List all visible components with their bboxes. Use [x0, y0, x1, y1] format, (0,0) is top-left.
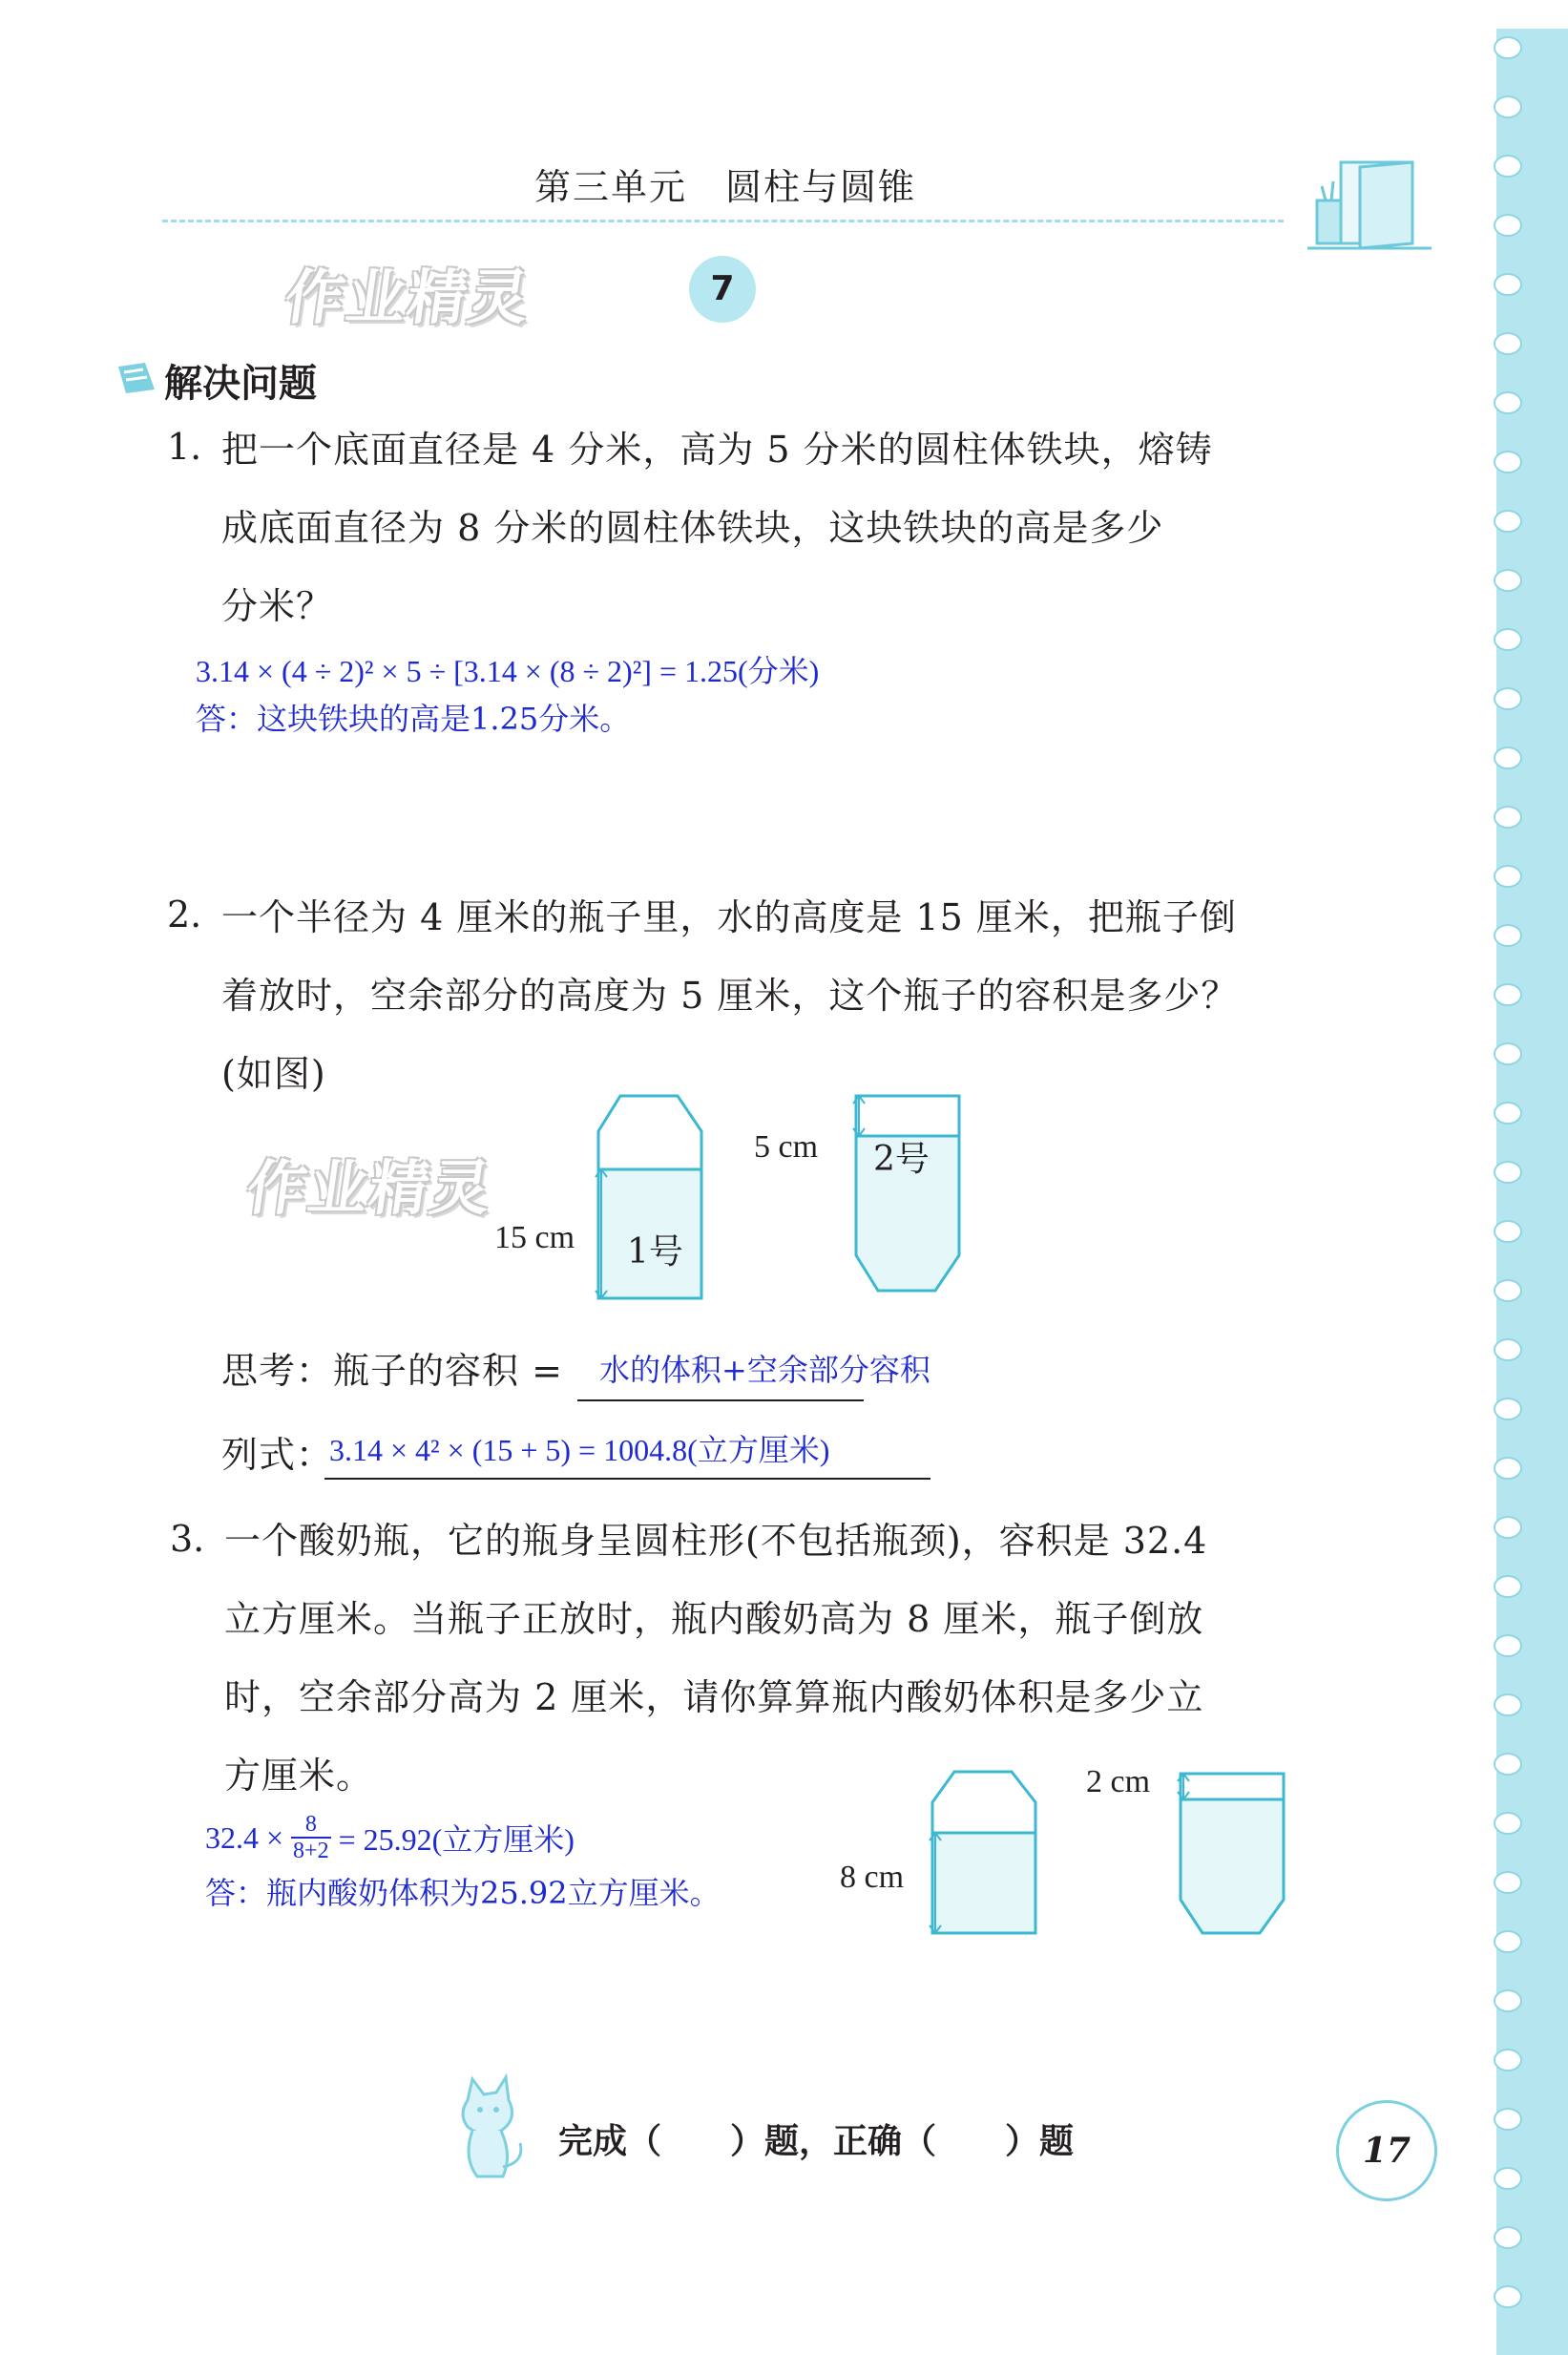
question-1-line: 成底面直径为 8 分米的圆柱体铁块，这块铁块的高是多少 [221, 507, 1164, 549]
binding-ring [1495, 2168, 1521, 2189]
binding-ring [1495, 511, 1521, 532]
think-label: 思考：瓶子的容积 = [221, 1350, 563, 1392]
binding-ring [1495, 866, 1521, 887]
binding-ring [1495, 1162, 1521, 1183]
question-3-line: 时，空余部分高为 2 厘米，请你算算瓶内酸奶体积是多少立 [224, 1676, 1204, 1718]
binding-ring [1495, 1103, 1521, 1124]
binding-ring [1495, 984, 1521, 1005]
binding-ring [1495, 1398, 1521, 1419]
binding-ring [1495, 1990, 1521, 2011]
binding-ring [1495, 1813, 1521, 1834]
question-3-answer-formula [205, 1812, 575, 1863]
binding-ring [1495, 1635, 1521, 1656]
binding-ring [1495, 274, 1521, 295]
binding-ring [1495, 2286, 1521, 2307]
binding-ring [1495, 2050, 1521, 2071]
binding-ring [1495, 1221, 1521, 1242]
question-2-text [221, 878, 1328, 1113]
binding-ring [1495, 1694, 1521, 1715]
binding-ring [1495, 37, 1521, 58]
desk-illustration-icon [1303, 143, 1436, 267]
question-1-line: 把一个底面直径是 4 分米，高为 5 分米的圆柱体铁块，熔铸 [221, 429, 1213, 471]
binding-ring [1495, 452, 1521, 473]
binding-ring [1495, 629, 1521, 650]
binding-ring [1495, 747, 1521, 768]
binding-ring [1495, 925, 1521, 946]
binding-ring [1495, 1517, 1521, 1538]
binding-ring [1495, 156, 1521, 177]
formula-answer-line [324, 1478, 930, 1480]
binding-ring [1495, 688, 1521, 709]
binding-ring [1495, 1339, 1521, 1360]
question-2-line: 着放时，空余部分的高度为 5 厘米，这个瓶子的容积是多少？ [221, 975, 1239, 1017]
yogurt-bottle-upright-figure [916, 1766, 1050, 1938]
bottle-2-height-label: 5 cm [754, 1129, 819, 1165]
question-2-line: (如图) [221, 1053, 326, 1095]
formula-suffix: = 25.92(立方厘米) [338, 1822, 575, 1857]
binding-ring [1495, 570, 1521, 591]
binding-ring [1495, 215, 1521, 236]
spiral-binding [1477, 29, 1568, 2355]
question-3-answer-text: 答：瓶内酸奶体积为25.92立方厘米。 [205, 1875, 721, 1911]
binding-ring [1495, 1931, 1521, 1952]
bottle-1-label: 1号 [627, 1232, 683, 1272]
fraction-numerator: 8 [304, 1812, 317, 1837]
section-flag-icon [116, 361, 157, 395]
section-title: 解决问题 [164, 362, 317, 406]
yogurt-empty-height-label: 2 cm [1086, 1764, 1151, 1799]
question-1-answer-text: 答：这块铁块的高是1.25分米。 [196, 701, 631, 737]
yogurt-bottle-inverted-figure [1164, 1766, 1298, 1938]
binding-ring [1495, 1576, 1521, 1597]
bottle-1-height-label: 15 cm [494, 1220, 575, 1255]
think-answer: 水的体积+空余部分容积 [599, 1352, 930, 1388]
fraction [291, 1812, 331, 1863]
page-number: 17 [1336, 2100, 1437, 2201]
binding-ring [1495, 1754, 1521, 1775]
formula-answer: 3.14 × 4² × (15 + 5) = 1004.8(立方厘米) [329, 1433, 830, 1467]
bottle-2-label: 2号 [873, 1140, 930, 1179]
formula-label: 列式： [221, 1434, 334, 1476]
question-2-line: 一个半径为 4 厘米的瓶子里，水的高度是 15 厘米，把瓶子倒 [221, 896, 1237, 938]
binding-ring [1495, 807, 1521, 828]
think-answer-line [577, 1399, 864, 1401]
bottle-2-figure [840, 1088, 973, 1303]
binding-ring [1495, 392, 1521, 413]
question-3-number: 3. [170, 1518, 205, 1560]
binding-ring [1495, 96, 1521, 117]
yogurt-height-label: 8 cm [840, 1860, 905, 1895]
question-1-answer-formula: 3.14 × (4 ÷ 2)² × 5 ÷ [3.14 × (8 ÷ 2)²] = 1.25(分米) [196, 654, 820, 688]
formula-prefix: 32.4 × [205, 1819, 284, 1855]
binding-ring [1495, 2109, 1521, 2130]
completion-tracker: 完成（ ）题，正确（ ）题 [558, 2122, 1075, 2161]
question-3-line: 方厘米。 [224, 1755, 374, 1797]
question-3-line: 一个酸奶瓶，它的瓶身呈圆柱形(不包括瓶颈)，容积是 32.4 [224, 1520, 1208, 1562]
cat-mascot-icon [444, 2071, 530, 2186]
header-divider [162, 220, 1284, 222]
lesson-number-badge: 7 [689, 256, 756, 323]
binding-ring [1495, 1458, 1521, 1479]
fraction-denominator: 8+2 [293, 1839, 329, 1863]
question-1-text [221, 410, 1309, 645]
binding-ring [1495, 333, 1521, 354]
watermark: 作业精灵 [242, 1153, 497, 1223]
binding-ring [1495, 1280, 1521, 1301]
question-3-line: 立方厘米。当瓶子正放时，瓶内酸奶高为 8 厘米，瓶子倒放 [224, 1598, 1204, 1640]
question-1-number: 1. [167, 426, 202, 468]
binding-ring [1495, 2227, 1521, 2248]
question-2-number: 2. [167, 894, 202, 936]
question-1-line: 分米？ [221, 585, 334, 627]
binding-ring [1495, 1043, 1521, 1064]
binding-ring [1495, 1872, 1521, 1893]
unit-title: 第三单元 圆柱与圆锥 [534, 166, 917, 208]
watermark: 作业精灵 [281, 263, 535, 332]
